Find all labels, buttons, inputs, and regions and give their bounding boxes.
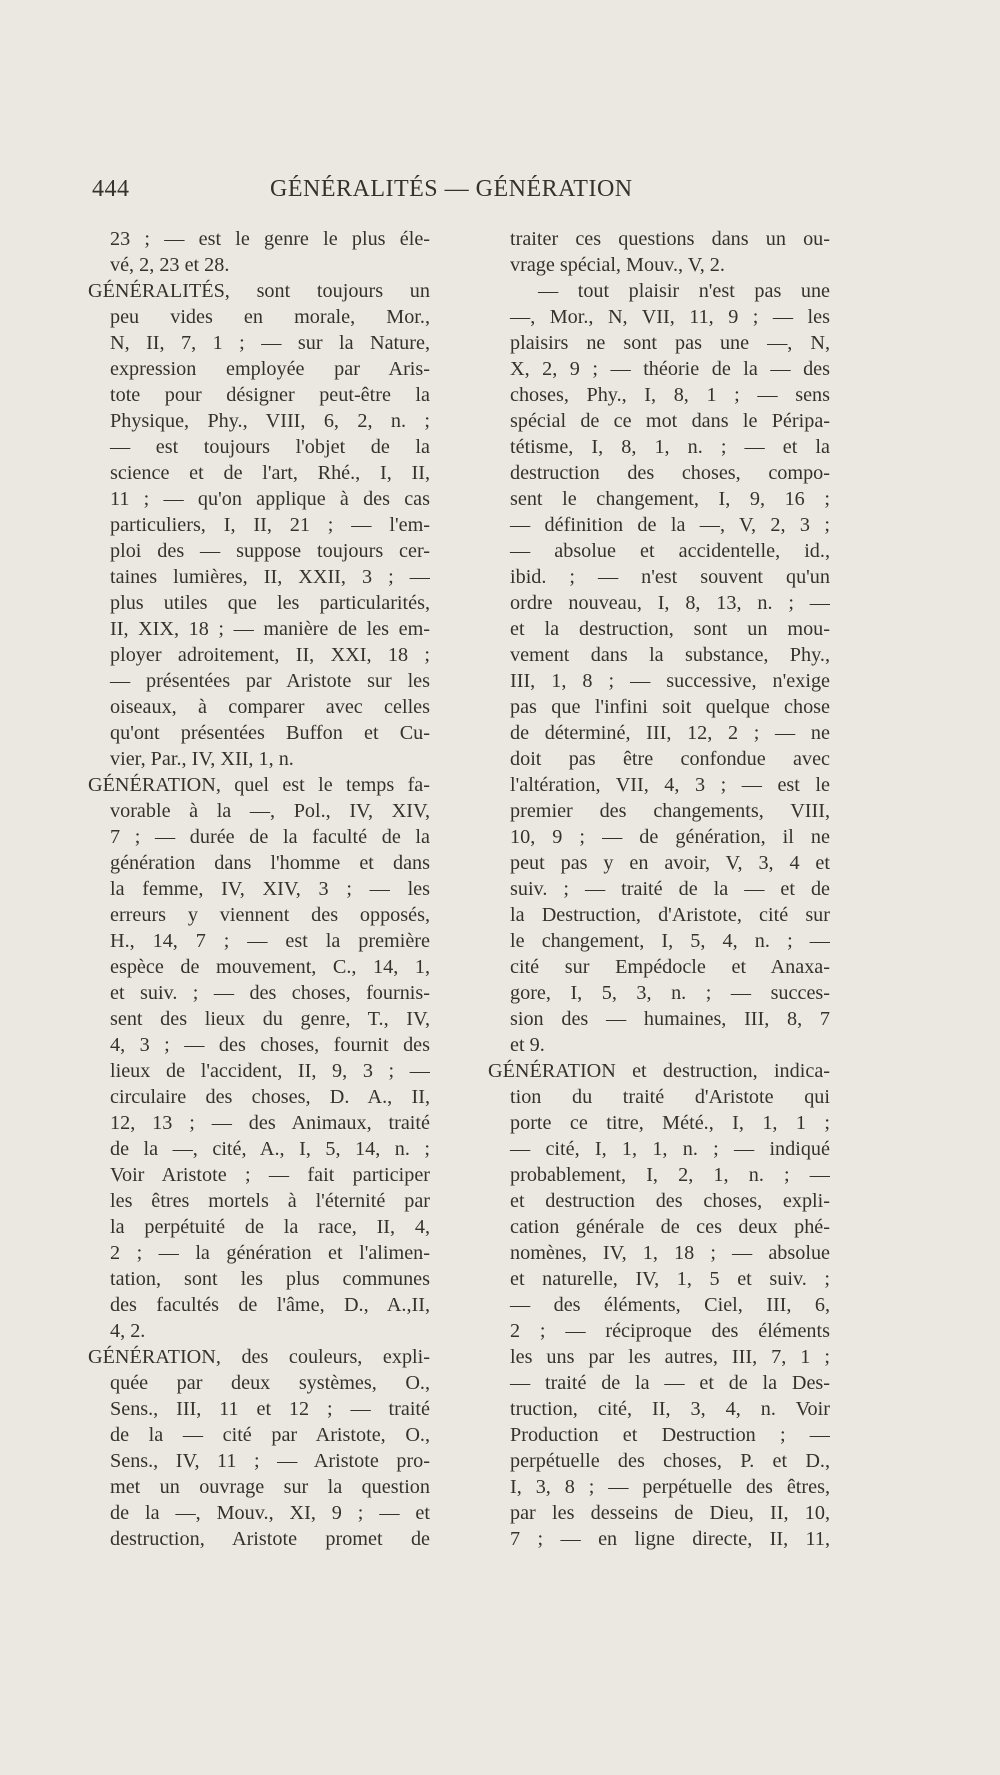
text-line: lieux de l'accident, II, 9, 3 ; — [110,1060,430,1082]
text-line: —, Mor., N, VII, 11, 9 ; — les [510,306,830,328]
text-line: 23 ; — est le genre le plus éle- [110,228,430,250]
text-line: probablement, I, 2, 1, n. ; — [510,1164,830,1186]
text-line: GÉNÉRATION et destruction, indica- [488,1060,830,1082]
text-line: 12, 13 ; — des Animaux, traité [110,1112,430,1134]
text-line: destruction, Aristote promet de [110,1528,430,1550]
text-line: plus utiles que les particularités, [110,592,430,614]
text-line: II, XIX, 18 ; — manière de les em- [110,618,430,640]
text-line: génération dans l'homme et dans [110,852,430,874]
text-line: H., 14, 7 ; — est la première [110,930,430,952]
text-line: des facultés de l'âme, D., A.,II, [110,1294,430,1316]
text-line: taines lumières, II, XXII, 3 ; — [110,566,430,588]
text-line: expression employée par Aris- [110,358,430,380]
text-line: tétisme, I, 8, 1, n. ; — et la [510,436,830,458]
text-line: vement dans la substance, Phy., [510,644,830,666]
text-line: vé, 2, 23 et 28. [110,254,230,276]
text-line: pas que l'infini soit quelque chose [510,696,830,718]
text-line: sion des — humaines, III, 8, 7 [510,1008,830,1030]
text-line: destruction des choses, compo- [510,462,830,484]
right-column [488,226,830,1552]
text-line: quée par deux systèmes, O., [110,1372,430,1394]
text-line: — définition de la —, V, 2, 3 ; [510,514,830,536]
text-line: ibid. ; — n'est souvent qu'un [510,566,830,588]
text-line: 7 ; — durée de la faculté de la [110,826,430,848]
text-line: de la —, Mouv., XI, 9 ; — et [110,1502,430,1524]
text-line: 11 ; — qu'on applique à des cas [110,488,430,510]
text-line: 4, 3 ; — des choses, fournit des [110,1034,430,1056]
text-line: premier des changements, VIII, [510,800,830,822]
text-line: l'altération, VII, 4, 3 ; — est le [510,774,830,796]
running-title: GÉNÉRALITÉS — GÉNÉRATION [270,176,633,202]
text-line: GÉNÉRATION, des couleurs, expli- [88,1346,430,1368]
text-line: — absolue et accidentelle, id., [510,540,830,562]
text-line: par les desseins de Dieu, II, 10, [510,1502,830,1524]
text-line: suiv. ; — traité de la — et de [510,878,830,900]
left-column [88,226,430,1552]
text-line: GÉNÉRATION, quel est le temps fa- [88,774,430,796]
text-line: — est toujours l'objet de la [110,436,430,458]
text-line: — présentées par Aristote sur les [110,670,430,692]
text-line: la perpétuité de la race, II, 4, [110,1216,430,1238]
text-line: Production et Destruction ; — [510,1424,830,1446]
text-line: ordre nouveau, I, 8, 13, n. ; — [510,592,830,614]
text-line: Voir Aristote ; — fait participer [110,1164,430,1186]
text-line: sent le changement, I, 9, 16 ; [510,488,830,510]
text-line: 2 ; — la génération et l'alimen- [110,1242,430,1264]
text-line: gore, I, 5, 3, n. ; — succes- [510,982,830,1004]
text-line: ploi des — suppose toujours cer- [110,540,430,562]
text-line: porte ce titre, Mété., I, 1, 1 ; [510,1112,830,1134]
text-line: X, 2, 9 ; — théorie de la — des [510,358,830,380]
text-line: 2 ; — réciproque des éléments [510,1320,830,1342]
text-line: et la destruction, sont un mou- [510,618,830,640]
text-line: cité sur Empédocle et Anaxa- [510,956,830,978]
text-line: erreurs y viennent des opposés, [110,904,430,926]
text-line: de la — cité par Aristote, O., [110,1424,430,1446]
text-line: N, II, 7, 1 ; — sur la Nature, [110,332,430,354]
text-line: cation générale de ces deux phé- [510,1216,830,1238]
text-line: et suiv. ; — des choses, fournis- [110,982,430,1004]
text-line: la Destruction, d'Aristote, cité sur [510,904,830,926]
text-line: oiseaux, à comparer avec celles [110,696,430,718]
text-line: espèce de mouvement, C., 14, 1, [110,956,430,978]
text-line: vrage spécial, Mouv., V, 2. [510,254,725,276]
text-line: de la —, cité, A., I, 5, 14, n. ; [110,1138,430,1160]
text-line: la femme, IV, XIV, 3 ; — les [110,878,430,900]
page-number: 444 [92,176,130,202]
text-line: III, 1, 8 ; — successive, n'exige [510,670,830,692]
text-line: science et de l'art, Rhé., I, II, [110,462,430,484]
text-line: particuliers, I, II, 21 ; — l'em- [110,514,430,536]
text-line: le changement, I, 5, 4, n. ; — [510,930,830,952]
text-line: tation, sont les plus communes [110,1268,430,1290]
text-line: — des éléments, Ciel, III, 6, [510,1294,830,1316]
text-line: spécial de ce mot dans le Péripa- [510,410,830,432]
text-line: sent des lieux du genre, T., IV, [110,1008,430,1030]
text-line: GÉNÉRALITÉS, sont toujours un [88,280,430,302]
text-line: plaisirs ne sont pas une —, N, [510,332,830,354]
text-line: et naturelle, IV, 1, 5 et suiv. ; [510,1268,830,1290]
text-line: peut pas y en avoir, V, 3, 4 et [510,852,830,874]
text-line: ployer adroitement, II, XXI, 18 ; [110,644,430,666]
text-line: Sens., III, 11 et 12 ; — traité [110,1398,430,1420]
text-line: vorable à la —, Pol., IV, XIV, [110,800,430,822]
text-line: choses, Phy., I, 8, 1 ; — sens [510,384,830,406]
text-line: I, 3, 8 ; — perpétuelle des êtres, [510,1476,830,1498]
text-line: 4, 2. [110,1320,146,1342]
text-line: 7 ; — en ligne directe, II, 11, [510,1528,830,1550]
text-line: peu vides en morale, Mor., [110,306,430,328]
text-line: 10, 9 ; — de génération, il ne [510,826,830,848]
text-line: et destruction des choses, expli- [510,1190,830,1212]
text-line: — tout plaisir n'est pas une [538,280,830,302]
text-line: doit pas être confondue avec [510,748,830,770]
text-line: nomènes, IV, 1, 18 ; — absolue [510,1242,830,1264]
text-line: vier, Par., IV, XII, 1, n. [110,748,294,770]
text-line: qu'ont présentées Buffon et Cu- [110,722,430,744]
text-line: Physique, Phy., VIII, 6, 2, n. ; [110,410,430,432]
text-line: perpétuelle des choses, P. et D., [510,1450,830,1472]
text-line: Sens., IV, 11 ; — Aristote pro- [110,1450,430,1472]
text-line: tion du traité d'Aristote qui [510,1086,830,1108]
text-line: tote pour désigner peut-être la [110,384,430,406]
text-line: les uns par les autres, III, 7, 1 ; [510,1346,830,1368]
text-line: — cité, I, 1, 1, n. ; — indiqué [510,1138,830,1160]
text-line: circulaire des choses, D. A., II, [110,1086,430,1108]
text-line: de déterminé, III, 12, 2 ; — ne [510,722,830,744]
text-line: les êtres mortels à l'éternité par [110,1190,430,1212]
text-line: traiter ces questions dans un ou- [510,228,830,250]
text-line: truction, cité, II, 3, 4, n. Voir [510,1398,830,1420]
text-line: — traité de la — et de la Des- [510,1372,830,1394]
text-line: et 9. [510,1034,545,1056]
text-line: met un ouvrage sur la question [110,1476,430,1498]
